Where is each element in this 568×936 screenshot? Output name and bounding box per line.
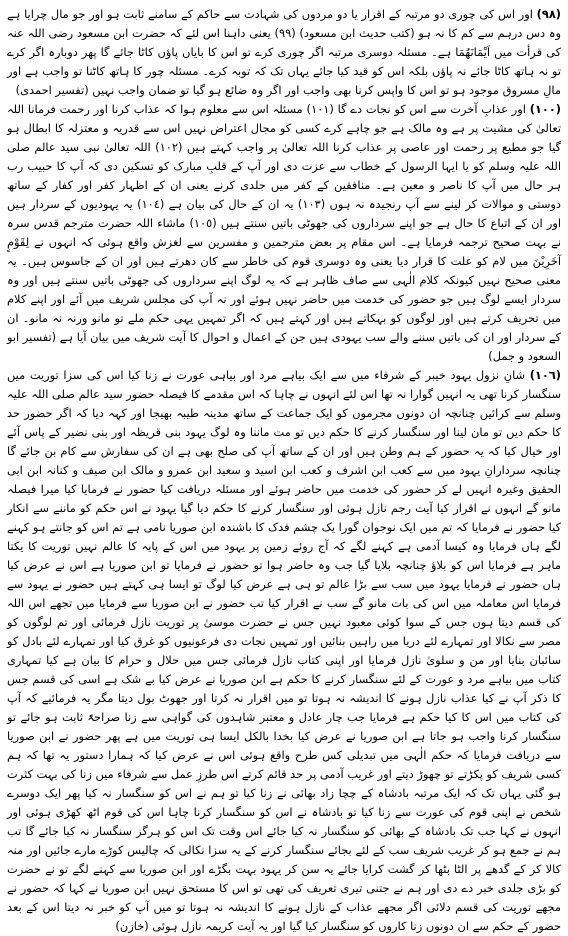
note-number: (١٠٦) <box>529 368 561 382</box>
note-text: اور اس کی چوری دو مرتبہ کے اقرار یا دو مردوں کی شہادت سے حاکم کے سامنے ثابت ہو اور جو مال چرایا ہے وہ دس درہم سے کم کا نہ ہو (کتب حدیث ابن مسعود) (٩٩) یعنی داہنا اس لئے کہ حضرت ابن مسعود رضی اللہ عنہ کی قرأت میں اَيْمَانَهُمَا ہے۔ مسئلہ دوسری مرتبہ اگر چوری کرے تو اس کا بایاں پاؤں کاٹا جائے گا پھر دوبارہ اگر کرے تو نہ ہاتھ کاٹا جائے نہ پاؤں بلکہ اس کو قید کیا جائے یہاں تک کہ توبہ کرے۔ مسئلہ چور کا ہاتھ کاٹنا تو واجب ہے اور مالِ مسروق موجود ہو تو اس کا واپس کرنا بھی واجب اور اگر وہ ضائع ہو گیا تو ضمان واجب نہیں (تفسیر احمدی) <box>7 7 561 97</box>
note-text: شانِ نزول یہود خیبر کے شرفاء میں سے ایک بیاہے مرد اور بیاہی عورت نے زنا کیا اس کی سزا توریت میں سنگسار کرنا تھی یہ انہیں گوارا نہ تھا اس لئے انہوں نے چاہا کہ اس مقدمے کا فیصلہ حضور سید عالم صلی اللہ علیہ وسلم سے کرائیں چنانچہ ان دونوں مجرموں کو ایک جماعت کے ساتھ مدینہ طیبہ بھیجا اور کہہ دیا کہ اگر حضور حد کا حکم دیں تو مان لینا اور سنگسار کرنے کا حکم دیں تو مت ماننا وہ لوگ یہود بنی قریظہ اور بنی نضیر کے پاس آئے اور خیال کیا کہ یہ حضور کے ہم وطن ہیں اور ان کے ساتھ آپ کی صلح بھی ہے ان کی سفارش سے کام بن جائے گا چنانچہ سردارانِ یہود میں سے کعب ابن اشرف و کعب ابن اسید و سعید ابن عمرو و مالک ابن صیف و کنانہ ابن ابی الحقیق وغیرہ انہیں لے کر حضور کی خدمت میں حاضر ہوئے اور مسئلہ دریافت کیا حضور نے فرمایا کیا میرا فیصلہ مانو گے انہوں نے اقرار کیا آیت رجم نازل ہوئی اور سنگسار کرنے کا حکم دیا گیا یہود نے اس حکم کو ماننے سے انکار کیا حضور نے فرمایا کہ تم میں ایک نوجوان گورا یک چشم فدک کا باشندہ ابن صوریا نامی ہے تم اس کو جانتے ہو کہنے لگے ہاں فرمایا وہ کیسا آدمی ہے کہنے لگے کہ آج روئے زمین پر یہود میں اس کے پایہ کا عالم نہیں توریت کا یکتا ماہر ہے فرمایا اس کو بلاؤ چنانچہ بلایا گیا جب وہ حاضر ہوا تو حضور نے فرمایا تو ابن صوریا ہے اس نے عرض کیا ہاں حضور نے فرمایا یہود میں سب سے بڑا عالم تو ہی ہے عرض کیا لوگ تو ایسا ہی کہتے ہیں حضور نے یہود سے فرمایا اس معاملہ میں اس کی بات مانو گے سب نے اقرار کیا تب حضور نے ابن صوریا سے فرمایا میں تجھے اس اللہ کی قسم دیتا ہوں جس کے سوا کوئی معبود نہیں جس نے حضرت موسیٰ پر توریت نازل فرمائی اور تم لوگوں کو مصر سے نکالا اور تمہارے لئے دریا میں راہیں بنائیں اور تمہیں نجات دی فرعونیوں کو غرق کیا اور تمہارے لئے بادل کو سائبان بنایا اور من و سلویٰ نازل فرمایا اور اپنی کتاب نازل فرمائی جس میں حلال و حرام کا بیان ہے کیا تمہاری کتاب میں بیاہے مرد و عورت کے لئے سنگسار کرنے کا حکم ہے ابن صوریا نے عرض کیا بے شک ہے اسی کی قسم جس کا ذکر آپ نے کیا عذاب نازل ہونے کا اندیشہ نہ ہوتا تو میں اقرار نہ کرتا اور جھوٹ بول دیتا مگر یہ فرمائیے کہ آپ کی کتاب میں اس کا کیا حکم ہے فرمایا جب چار عادل و معتبر شاہدوں کی گواہی سے زنا صراحۃً ثابت ہو جائے تو سنگسار کرنا واجب ہو جاتا ہے ابن صوریا نے عرض کیا بخدا بالکل ایسا ہی توریت میں ہے پھر حضور نے ابن صوریا سے دریافت فرمایا کہ حکم الٰہی میں تبدیلی کس طرح واقع ہوئی اس نے عرض کیا کہ ہمارا دستور یہ تھا کہ ہم کسی شریف کو پکڑتے تو چھوڑ دیتے اور غریب آدمی پر حد قائم کرتے اس طرزِ عمل سے شرفاء میں زنا کی بہت کثرت ہو گئی یہاں تک کہ ایک مرتبہ بادشاہ کے چچا زاد بھائی نے زنا کیا تو ہم نے اس کو سنگسار نہ کیا پھر ایک دوسرے شخص نے اپنی قوم کی عورت سے زنا کیا تو بادشاہ نے اس کو سنگسار کرنا چاہا اس کی قوم اٹھ کھڑی ہوئی اور انہوں نے کہا جب تک بادشاہ کے بھائی کو سنگسار نہ کیا جائے اس وقت تک اس کو ہرگز سنگسار نہ کیا جائے گا تب ہم نے جمع ہو کر غریب شریف سب کے لئے بجائے سنگسار کرنے کے یہ سزا نکالی کہ چالیس کوڑے مارے جائیں اور منہ کالا کر کے گدھے پر الٹا بٹھا کر گشت کرایا جائے یہ سن کر یہود بہت بگڑے اور ابن صوریا سے کہنے لگے تو نے حضرت کو بڑی جلدی خبر دے دی اور ہم نے جتنی تیری تعریف کی تھی تو اس کا مستحق نہیں ابن صوریا نے کہا کہ حضور نے مجھے توریت کی قسم دلائی اگر مجھے عذاب کے نازل ہونے کا اندیشہ نہ ہوتا تو میں آپ کو خبر نہ دیتا اس کے بعد حضور کے حکم سے ان دونوں زنا کاروں کو سنگسار کیا گیا اور یہ آیت کریمہ نازل ہوئی (خازن) <box>7 368 561 933</box>
note-number: (٩٨) <box>536 7 561 21</box>
note-number: (١٠٠) <box>529 102 561 116</box>
tafsir-paragraph-100 <box>7 100 561 366</box>
tafsir-paragraph-106 <box>7 366 561 936</box>
tafsir-paragraph-98 <box>7 5 561 100</box>
note-text: اور عذابِ آخرت سے اس کو نجات دے گا (١٠١) مسئلہ اس سے معلوم ہوا کہ عذاب کرنا اور رحمت فرمانا اللہ تعالیٰ کی مشیت پر ہے وہ مالک ہے جو چاہے کرے کسی کو مجال اعتراض نہیں اس سے قدریہ و معتزلہ کا ابطال ہو گیا جو مطیع پر رحمت اور عاصی پر عذاب کرنا اللہ تعالیٰ پر واجب کہتے ہیں (١٠٢) اللہ تعالیٰ نبی سید عالم صلی اللہ علیہ وسلم کو یا ایہا الرسول کے خطاب سے عزت دی اور آپ کے قلبِ مبارک کو تسکین دی کہ آپ کا حبیب رب ہر حال میں آپ کا ناصر و معین ہے۔ منافقین کے کفر میں جلدی کرنے یعنی ان کے اظہار کفر اور کفار کے ساتھ دوستی و موالات کر لینے سے آپ رنجیدہ نہ ہوں (١٠٣) یہ ان کے حال کی بیان ہے (١٠٤) یہ یہودیوں کے سردار ہیں اور ان کے اتباع کا حال ہے جو اپنے سرداروں کی جھوٹی باتیں سنتے ہیں (١٠٥) ماشاء اللہ حضرت مترجم قدس سرہ نے بہت صحیح ترجمہ فرمایا ہے۔ اس مقام پر بعض مترجمین و مفسرین سے لغزش واقع ہوئی کہ انہوں نے لِقَوْمٍ آخَرِيْنَ میں لام کو علت کا قرار دیا یعنی وہ دوسری قوم کی خاطر سے کان دھرتے ہیں اور ان کے جاسوس ہیں۔ یہ معنی صحیح نہیں کیونکہ کلام الٰہی سے صاف ظاہر ہے کہ یہ لوگ اپنے سرداروں کی جھوٹی باتیں سنتے ہیں اور وہ سردار ایسے لوگ ہیں جو حضور کی خدمت میں حاضر نہیں ہوئے اور نہ آپ کی مجلس شریف میں آئے اور اپنے کلام میں تحریف کرتے ہیں اور لوگوں کو بہکاتے ہیں اور کہتے ہیں کہ اگر تمہیں یہی حکم ملے تو مانو ورنہ نہ مانو۔ ان کے سردار اور ان کی باتیں سننے والے سب یہودی ہیں جن کے اعمال و احوال کا آیت شریف میں بیان آیا ہے (تفسیر ابو السعود و جمل) <box>7 102 561 363</box>
